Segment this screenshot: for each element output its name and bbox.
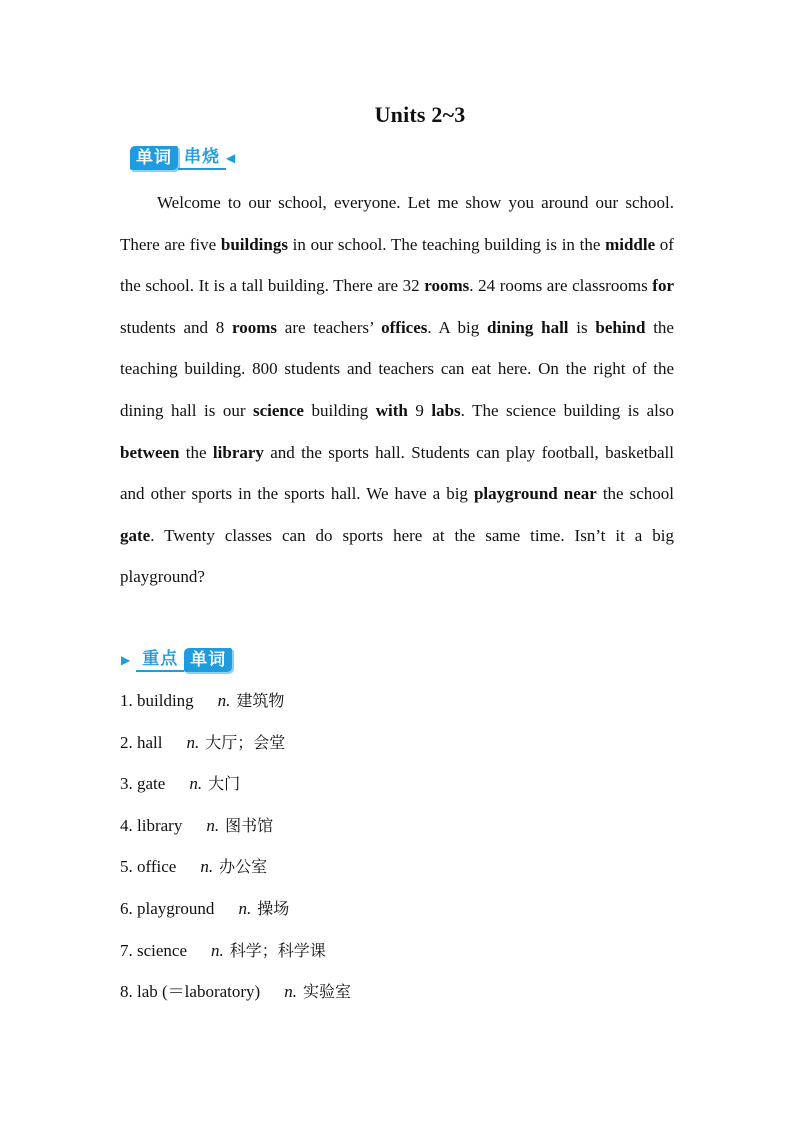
vocab-word: 1. building bbox=[120, 691, 194, 710]
passage-text-run: the school bbox=[596, 484, 675, 504]
vocab-word: 3. gate bbox=[120, 774, 166, 794]
vocab-word: 2. hall bbox=[120, 732, 163, 752]
triangle-right-icon: ▶ bbox=[121, 653, 131, 667]
bold-keyword: behind bbox=[595, 317, 646, 337]
vocab-part-of-speech: n. bbox=[217, 691, 231, 710]
section-badge-word-chain bbox=[130, 145, 235, 171]
bold-keyword: dining hall bbox=[487, 317, 569, 337]
vocabulary-list bbox=[120, 680, 680, 1013]
passage-text-run: and the sports hall. Students can play football, basketball and other sports in the sports hall. We have a big bbox=[120, 442, 675, 504]
passage-text-run: students and 8 bbox=[120, 317, 233, 337]
bold-keyword: library bbox=[212, 442, 264, 462]
bold-keyword: playground bbox=[473, 484, 558, 504]
passage-text-run: . The science building is also bbox=[460, 400, 674, 420]
passage-paragraph bbox=[120, 182, 674, 598]
passage-text-run: in our school. The teaching building is in the bbox=[287, 234, 606, 254]
bold-keyword: labs bbox=[431, 400, 461, 420]
bold-keyword: with bbox=[375, 400, 408, 420]
passage-text-run: building bbox=[303, 400, 376, 420]
bold-keyword: rooms bbox=[232, 317, 278, 337]
vocab-word: 4. library bbox=[120, 815, 183, 835]
vocab-word: 8. lab (＝laboratory) bbox=[120, 982, 261, 1002]
badge-box-label: 单词 bbox=[184, 648, 232, 672]
vocab-meaning: 办公室 bbox=[219, 857, 268, 877]
reading-passage bbox=[120, 182, 674, 598]
bold-keyword: rooms bbox=[424, 276, 470, 296]
bold-keyword: near bbox=[563, 484, 597, 504]
badge-plain-label: 重点 bbox=[136, 648, 184, 672]
passage-text-run: Welcome to our school, everyone. Let me show you around our school. There are five bbox=[120, 193, 674, 254]
vocab-meaning: 图书馆 bbox=[225, 815, 274, 835]
bold-keyword: middle bbox=[605, 234, 656, 254]
bold-keyword: between bbox=[120, 442, 180, 462]
passage-text-run: . 24 rooms are classrooms bbox=[469, 276, 653, 296]
vocab-part-of-speech: n. bbox=[206, 815, 220, 835]
vocab-item bbox=[120, 805, 680, 847]
bold-keyword: science bbox=[253, 400, 304, 420]
passage-text-run: is bbox=[568, 317, 596, 337]
vocab-part-of-speech: n. bbox=[284, 982, 297, 1002]
passage-text-run: . A big bbox=[427, 317, 488, 337]
passage-text-run: 9 bbox=[407, 400, 432, 420]
section-badge-key-words bbox=[121, 647, 232, 673]
vocab-meaning: 科学；科学课 bbox=[229, 940, 326, 960]
vocab-meaning: 大门 bbox=[208, 774, 241, 794]
badge-plain-label: 串烧 bbox=[178, 146, 226, 170]
passage-text-run: are teachers’ bbox=[277, 317, 382, 337]
vocab-part-of-speech: n. bbox=[186, 732, 200, 752]
passage-text-run: of the school. It is a tall building. There are 32 bbox=[120, 234, 674, 296]
badge-box-label: 单词 bbox=[130, 146, 178, 170]
bold-keyword: gate bbox=[120, 525, 151, 545]
vocab-word: 5. office bbox=[120, 857, 177, 877]
vocab-part-of-speech: n. bbox=[189, 774, 203, 794]
vocab-item bbox=[120, 888, 680, 930]
passage-text-run: the bbox=[179, 442, 213, 462]
page-title: Units 2~3 bbox=[374, 102, 466, 127]
vocab-meaning: 实验室 bbox=[302, 982, 351, 1002]
vocab-meaning: 大厅；会堂 bbox=[205, 732, 286, 752]
vocab-item bbox=[120, 722, 680, 764]
vocab-meaning: 操场 bbox=[257, 898, 290, 918]
vocab-word: 7. science bbox=[120, 940, 188, 960]
vocab-meaning: 建筑物 bbox=[236, 691, 285, 710]
vocab-item bbox=[120, 971, 680, 1013]
vocab-part-of-speech: n. bbox=[211, 940, 224, 960]
bold-keyword: offices bbox=[381, 317, 428, 337]
vocab-item bbox=[120, 680, 680, 722]
bold-keyword: for bbox=[652, 276, 674, 296]
vocab-word: 6. playground bbox=[120, 898, 215, 918]
bold-keyword: buildings bbox=[220, 234, 288, 254]
vocab-item bbox=[120, 763, 680, 805]
passage-text-run: the teaching building. 800 students and teachers can eat here. On the right of the dining hall is our bbox=[120, 317, 674, 420]
vocab-item bbox=[120, 930, 680, 972]
passage-text-run: . Twenty classes can do sports here at the same time. Isn’t it a big playground? bbox=[120, 525, 674, 587]
triangle-left-icon: ◀ bbox=[226, 151, 236, 165]
vocab-item bbox=[120, 846, 680, 888]
vocab-part-of-speech: n. bbox=[200, 857, 214, 877]
vocab-part-of-speech: n. bbox=[238, 898, 252, 918]
